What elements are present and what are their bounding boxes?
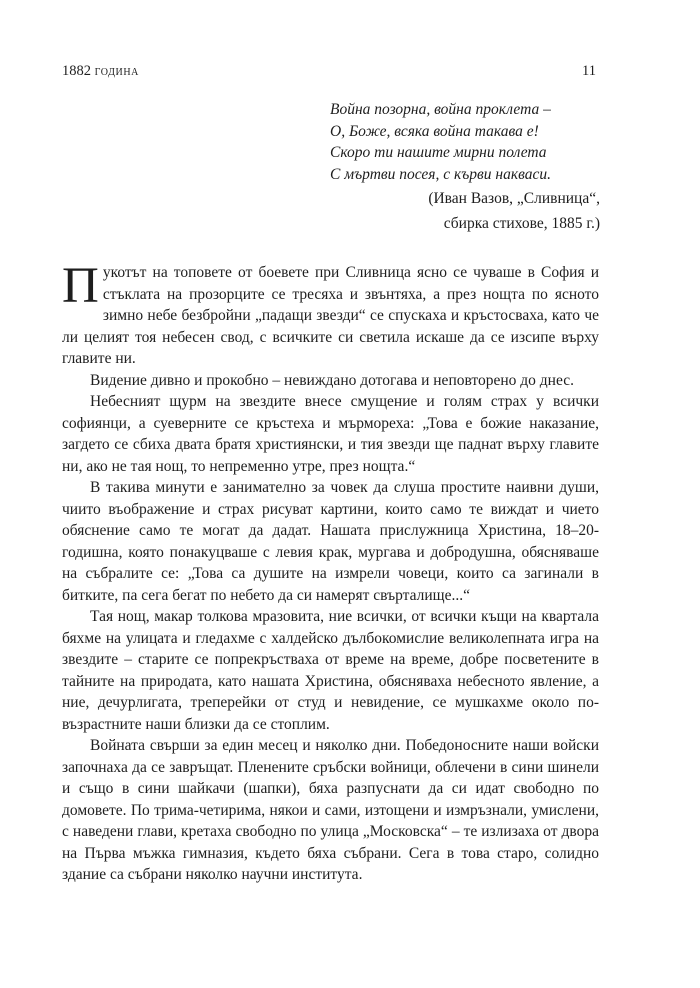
paragraph: Небесният щурм на звездите внесе смущение и голям страх у всички софиянци, а суеверните се кръстеха и мърмореха: „Това е божие наказание, загдето се сбиха двата братя християнски, и тия звезди ще паднат върху главите ни, ако не тая нощ, то непременно утре, през нощта.“ [62, 393, 599, 475]
drop-cap: П [62, 258, 99, 314]
epigraph-line: С мъртви посея, с кърви накваси. [330, 165, 551, 183]
header-year: 1882 [62, 63, 91, 79]
header-word: ГОДИНА [94, 67, 139, 78]
epigraph-line: Война позорна, война проклета – [330, 101, 551, 118]
page-number: 11 [582, 63, 596, 79]
epigraph-source: (Иван Вазов, „Сливница“, [428, 190, 600, 207]
paragraph: Тая нощ, макар толкова мразовита, ние всички, от всички къщи на квартала бяхме на улицата и гледахме с халдейско дълбокомислие великолепната игра на звездите – старите се попрекръстваха от време на време, добре посветените в тайните на природата, като нашата Христина, обясняваха небесното явление, а ние, дечурлигата, треперейки от студ и невидение, се мушкахме около по-възрастните наши близки да се стоплим. [62, 608, 599, 733]
epigraph-line: О, Боже, всяка война такава е! [330, 122, 539, 140]
paragraph: В такива минути е занимателно за човек да слуша простите наивни души, чиито въображение и страх рисуват картини, които само те виждат и чието обяснение само те могат да дадат. Нашата прислужница Христина, 18–20-годишна, която понакуцваше с левия крак, мургава и добродушна, обясняваше на събралите се: „Това са душите на измрели човеци, които са загинали в битките, па сега бегат по небето да си намерят свърталище...“ [62, 479, 599, 604]
paragraph-text: укотът на топовете от боевете при Сливница ясно се чуваше в София и стъклата на прозорците се тресяха и звънтяха, а през нощта по ясното зимно небе безбройни „падащи звезди“ се спускаха и кръстосваха, като че ли целият тоя небесен свод, с всичките си светила искаше да се изсипе върху главите ни. [62, 264, 599, 367]
epigraph-line: Скоро ти нашите мирни полета [330, 144, 547, 161]
paragraph: Видение дивно и прокобно – невиждано дотогава и неповторено до днес. [90, 371, 574, 389]
header-title [62, 63, 139, 80]
epigraph [330, 99, 600, 234]
running-header [62, 63, 596, 83]
body-text [62, 258, 599, 886]
epigraph-source: сбирка стихове, 1885 г.) [443, 214, 600, 232]
paragraph: Войната свърши за един месец и няколко дни. Победоносните наши войски започнаха да се завръщат. Пленените сръбски войници, облечени в сини шинели и също в сини шайкачи (шапки), бяха разпуснати да си идат свободно по домовете. По трима-четирима, някои и сами, изтощени и измръзнали, умислени, с наведени глави, кретаха свободно по улица „Московска“ – те излизаха от двора на Първа мъжка гимназия, където бяха събрани. Сега в това старо, солидно здание са събрани няколко научни института. [62, 737, 599, 883]
paragraph [62, 258, 599, 370]
